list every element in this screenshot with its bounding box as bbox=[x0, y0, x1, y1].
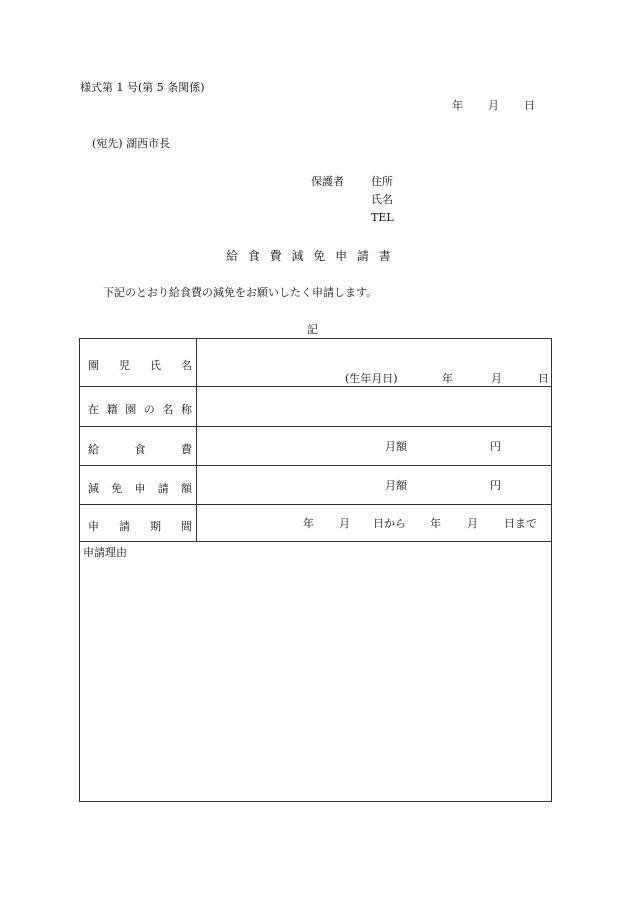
reason-label: 申請理由 bbox=[83, 546, 127, 559]
address-label: 住所 bbox=[371, 175, 393, 188]
date-year-label: 年 bbox=[452, 99, 463, 112]
row-school-name bbox=[80, 387, 551, 427]
label-school-name: 在 籍 園 の 名 称 bbox=[88, 403, 192, 416]
period-month-2: 月 bbox=[467, 517, 478, 530]
document-title: 給 食 費 減 免 申 請 書 bbox=[226, 249, 394, 263]
reduction-yen: 円 bbox=[490, 479, 501, 492]
name-label: 氏名 bbox=[371, 193, 393, 206]
addressee: (宛先) 湖西市長 bbox=[92, 137, 171, 150]
period-year-1: 年 bbox=[303, 517, 314, 530]
period-year-2: 年 bbox=[430, 517, 441, 530]
reason-area bbox=[80, 542, 551, 801]
application-table bbox=[79, 338, 552, 802]
intro-text: 下記のとおり給食費の減免をお願いしたく申請します。 bbox=[103, 286, 378, 299]
label-reduction: 減 免 申 請 額 bbox=[88, 482, 192, 495]
applicant-role: 保護者 bbox=[311, 175, 344, 188]
date-day-label: 日 bbox=[524, 99, 535, 112]
birth-month: 月 bbox=[491, 372, 502, 385]
row-period bbox=[80, 505, 551, 542]
ki-label: 記 bbox=[307, 323, 318, 336]
row-meal-fee bbox=[80, 427, 551, 466]
row-child-name bbox=[80, 339, 551, 387]
period-from: 日から bbox=[373, 517, 406, 530]
birth-label: (生年月日) bbox=[345, 372, 398, 385]
meal-fee-yen: 円 bbox=[490, 440, 501, 453]
date-month-label: 月 bbox=[488, 99, 499, 112]
label-child-name: 園 児 氏 名 bbox=[88, 359, 192, 372]
period-month-1: 月 bbox=[339, 517, 350, 530]
label-period: 申 請 期 間 bbox=[88, 520, 192, 533]
meal-fee-monthly: 月額 bbox=[385, 440, 407, 453]
tel-label: TEL bbox=[371, 211, 394, 224]
birth-day: 日 bbox=[538, 372, 549, 385]
row-reduction bbox=[80, 466, 551, 505]
reduction-monthly: 月額 bbox=[385, 479, 407, 492]
form-number: 様式第 1 号(第 5 条関係) bbox=[80, 81, 205, 94]
label-meal-fee: 給 食 費 bbox=[88, 443, 192, 456]
period-to: 日まで bbox=[504, 517, 537, 530]
birth-year: 年 bbox=[442, 372, 453, 385]
